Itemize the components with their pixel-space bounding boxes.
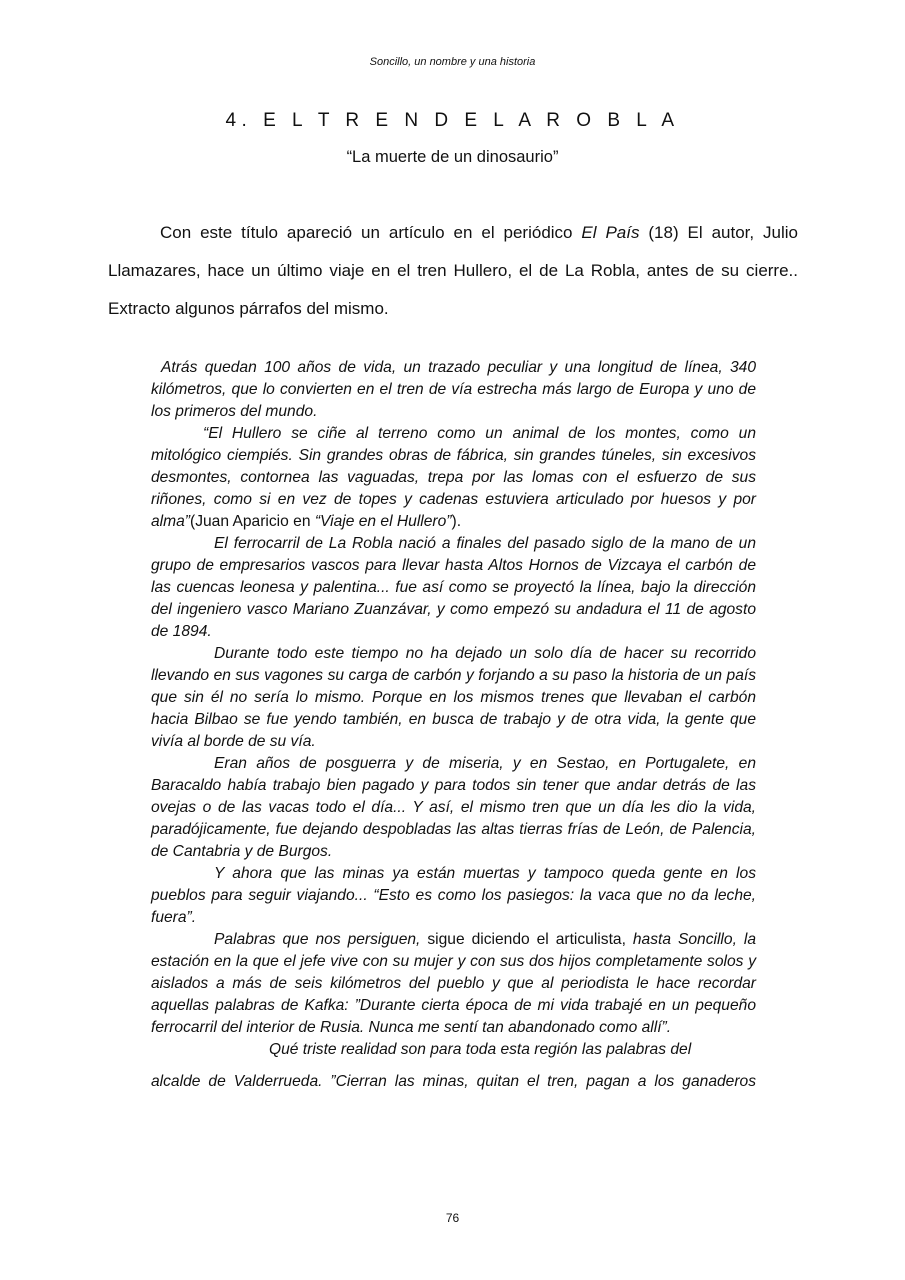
quote-paragraph-4: Durante todo este tiempo no ha dejado un solo día de hacer su recorrido llevando en sus vagones su carga de carbón y forjando a su paso la historia de un país que sin él no sería lo mismo. Porque en los mismos trenes que llevaban el carbón hacia Bilbao se fue yendo también, en busca de trabajo y de otra vida, la gente que vivía al borde de su vía. — [151, 645, 756, 750]
citation-author: (Juan Aparicio en — [190, 513, 315, 530]
page-number: 76 — [445, 1211, 460, 1225]
quote-paragraph-5: Eran años de posguerra y de miseria, y en Sestao, en Portugalete, en Baracaldo había trabajo bien pagado y para todos sin tener que andar detrás de las ovejas o de las vacas todo el día... Y así, el mismo tren que un día les dio la vida, paradójicamente, fue dejando despobladas las altas tierras frías de León, de Palencia, de Cantabria y de Burgos. — [151, 755, 756, 860]
quote-paragraph-2 — [151, 423, 756, 533]
quoted-excerpt — [151, 357, 756, 1093]
persiguen-phrase: Palabras que nos persiguen, — [214, 931, 421, 948]
newspaper-name: El País — [581, 223, 640, 242]
quote-paragraph-9: alcalde de Valderrueda. ”Cierran las minas, quitan el tren, pagan a los ganaderos — [151, 1073, 756, 1090]
chapter-title: 4. E L T R E N D E L A R O B L A — [225, 110, 680, 131]
quote-paragraph-3: El ferrocarril de La Robla nació a finales del pasado siglo de la mano de un grupo de empresarios vascos para llevar hasta Altos Hornos de Vizcaya el carbón de las cuencas leonesa y palentina... fue así como se proyectó la línea, bajo la dirección del ingeniero vasco Mariano Zuanzávar, y como empezó su andadura el 11 de agosto de 1894. — [151, 535, 756, 640]
soncillo-phrase: hasta Soncillo, la estación en la que el jefe vive con su mujer y con sus dos hijos completamente solos y aislados a más de seis kilómetros del pueblo y que al periodista le hace recordar aquellas palabras de Kafka: ”Durante cierta época de mi vida trabajé en un pequeño ferrocarril del interior de Rusia. Nunca me sentí tan abandonado como allí”. — [151, 931, 756, 1036]
citation-end: ). — [451, 513, 462, 530]
quote-paragraph-1: Atrás quedan 100 años de vida, un trazado peculiar y una longitud de línea, 340 kilómetros, que lo convierten en el tren de vía estrecha más largo de Europa y uno de los primeros del mundo. — [151, 359, 756, 420]
hullero-quote: “El Hullero se ciñe al terreno como un animal de los montes, como un mitológico ciempiés. Sin grandes obras de fábrica, sin grandes túneles, sin excesivos desmontes, contornea las vaguadas, trepa por las lomas con el esfuerzo de sus riñones, como si en vez de topes y cadenas estuviera articulado por huesos y por alma” — [151, 425, 756, 530]
intro-text-end: (18) El autor, Julio Llamazares, hace un último viaje en el tren Hullero, el de La Robla, antes de su cierre.. Extracto algunos párrafos del mismo. — [108, 223, 798, 318]
quote-paragraph-8: Qué triste realidad son para toda esta región las palabras del — [269, 1041, 692, 1058]
quote-paragraph-7 — [151, 929, 756, 1039]
intro-text-start: Con este título apareció un artículo en el periódico — [160, 223, 582, 242]
citation-book: “Viaje en el Hullero” — [314, 513, 452, 530]
intro-paragraph — [108, 214, 798, 328]
articulist-phrase: sigue diciendo el articulista, — [420, 931, 633, 948]
chapter-subtitle: “La muerte de un dinosaurio” — [346, 148, 559, 166]
running-header: Soncillo, un nombre y una historia — [369, 56, 536, 68]
quote-paragraph-6: Y ahora que las minas ya están muertas y tampoco queda gente en los pueblos para seguir viajando... “Esto es como los pasiegos: la vaca que no da leche, fuera”. — [151, 865, 756, 926]
